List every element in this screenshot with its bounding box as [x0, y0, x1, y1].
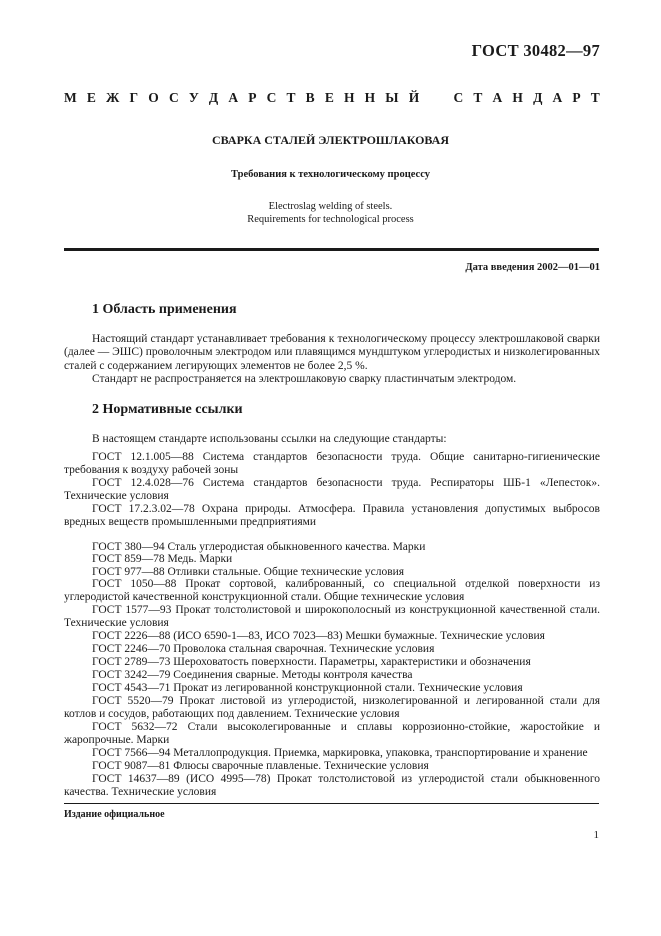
banner-letter: Й: [408, 90, 420, 105]
banner-letter: В: [305, 90, 315, 105]
reference-item: ГОСТ 9087—81 Флюсы сварочные плавленые. Технические условия: [92, 760, 429, 772]
reference-item: ГОСТ 7566—94 Металлопродукция. Приемка, маркировка, упаковка, транспортирование и хранение: [92, 747, 588, 759]
banner-letter: А: [492, 90, 503, 105]
banner-letter: А: [552, 90, 563, 105]
reference-item: ГОСТ 859—78 Медь. Марки: [92, 553, 233, 565]
english-title-line-1: Electroslag welding of steels.: [268, 201, 393, 212]
reference-item: ГОСТ 14637—89 (ИСО 4995—78) Прокат толстолистовой из углеродистой стали обыкновенного качества. Технические условия: [64, 773, 600, 799]
edition-label: Издание официальное: [64, 809, 165, 820]
banner-letter: Ж: [106, 90, 120, 105]
banner-letter: Н: [512, 90, 523, 105]
reference-item: ГОСТ 12.4.028—76 Система стандартов безопасности труда. Респираторы ШБ-1 «Лепесток». Технические условия: [64, 477, 600, 503]
banner-letter: Н: [343, 90, 355, 105]
reference-item: ГОСТ 3242—79 Соединения сварные. Методы контроля качества: [92, 669, 413, 681]
reference-item: ГОСТ 12.1.005—88 Система стандартов безопасности труда. Общие санитарно-гигиенические требования к воздуху рабочей зоны: [64, 451, 600, 477]
reference-item: ГОСТ 5632—72 Стали высоколегированные и сплавы коррозионно-стойкие, жаростойкие и жаропрочные. Марки: [64, 721, 600, 747]
english-title-line-2: Requirements for technological process: [247, 213, 414, 225]
header-divider: [64, 248, 599, 251]
banner-letter: С: [266, 90, 277, 105]
banner-letter: Д: [208, 90, 219, 105]
banner-letter: Т: [473, 90, 483, 105]
section-1-paragraph-2: Стандарт не распространяется на электрошлаковую сварку пластинчатым электродом.: [92, 373, 517, 385]
banner-letter: Ы: [385, 90, 399, 105]
document-subtitle: Требования к технологическому процессу: [231, 169, 430, 180]
reference-item: ГОСТ 2246—70 Проволока стальная сварочная. Технические условия: [92, 643, 435, 655]
banner-letter: Н: [364, 90, 376, 105]
reference-item: ГОСТ 2226—88 (ИСО 6590-1—83, ИСО 7023—83) Мешки бумажные. Технические условия: [92, 630, 545, 642]
reference-item: ГОСТ 380—94 Сталь углеродистая обыкновенного качества. Марки: [92, 541, 426, 553]
banner-letter: Г: [129, 90, 139, 105]
introduction-date: Дата введения 2002—01—01: [465, 262, 600, 273]
reference-item: ГОСТ 2789—73 Шероховатость поверхности. Параметры, характеристики и обозначения: [92, 656, 531, 668]
banner-letter: О: [148, 90, 159, 105]
page-number: 1: [593, 829, 599, 841]
banner-letter: С: [168, 90, 179, 105]
english-title: [0, 201, 661, 226]
section-2-intro: В настоящем стандарте использованы ссылки на следующие стандарты:: [92, 433, 447, 445]
standard-banner: [64, 90, 600, 106]
reference-item: ГОСТ 5520—79 Прокат листовой из углеродистой, низколегированной и легированной стали для котлов и сосудов, работающих под давлением. Технические условия: [64, 695, 600, 721]
reference-item: ГОСТ 4543—71 Прокат из легированной конструкционной стали. Технические условия: [92, 682, 523, 694]
banner-letter: М: [64, 90, 77, 105]
reference-item: ГОСТ 1577—93 Прокат толстолистовой и широкополосный из конструкционной качественной стали. Технические условия: [64, 604, 600, 630]
document-title: СВАРКА СТАЛЕЙ ЭЛЕКТРОШЛАКОВАЯ: [211, 133, 450, 147]
banner-letter: Д: [533, 90, 543, 105]
section-1-heading: 1 Область применения: [92, 302, 237, 317]
banner-gap: [429, 90, 443, 106]
reference-item: ГОСТ 977—88 Отливки стальные. Общие технические условия: [92, 566, 405, 578]
footer-divider: [64, 803, 599, 804]
banner-letter: Е: [86, 90, 96, 105]
banner-letter: Е: [324, 90, 334, 105]
reference-item: ГОСТ 17.2.3.02—78 Охрана природы. Атмосфера. Правила установления допустимых выбросов вредных веществ промышленными предприятиями: [64, 503, 600, 529]
banner-letter: Р: [248, 90, 257, 105]
banner-letter: Р: [572, 90, 581, 105]
section-1-paragraph-1: Настоящий стандарт устанавливает требования к технологическому процессу электрошлаковой сварки (далее — ЭШС) проволочным электродом или плавящимся мундштуком углеродистых и низколегированных сталей с содержанием легирующих элементов не более 2,5 %.: [64, 333, 600, 372]
banner-letter: А: [228, 90, 239, 105]
document-code: ГОСТ 30482—97: [471, 41, 600, 60]
banner-letter: С: [453, 90, 464, 105]
reference-item: ГОСТ 1050—88 Прокат сортовой, калиброванный, со специальной отделкой поверхности из углеродистой качественной конструкционной стали. Общие технические условия: [64, 578, 600, 604]
banner-letter: Т: [590, 90, 600, 105]
banner-letter: Т: [286, 90, 296, 105]
banner-letter: У: [188, 90, 199, 105]
section-2-heading: 2 Нормативные ссылки: [92, 402, 243, 417]
